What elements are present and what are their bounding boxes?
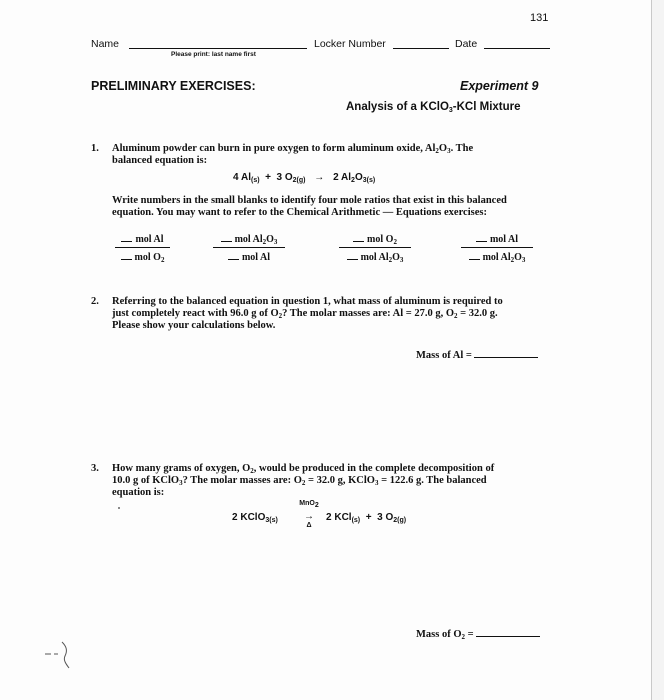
q3-answer-label: Mass of $O_2$ = <box>416 629 474 641</box>
pencil-mark <box>44 636 84 670</box>
q2-text-line2: just completely react with 96.0 g of $O_2$? The molar masses are: Al = 27.0 g, $O_2 = 32.0$ g. <box>112 308 498 320</box>
q3-text-line2: 10.0 g of KClO$_3$? The molar masses are: $O_2 = 32.0$ g, KClO$_3$ = 122.6 g. The balanced <box>112 475 487 487</box>
mole-ratio-3: mol $O_2$ mol $Al_2O_3$ <box>339 232 411 263</box>
q1-text-line1: Aluminum powder can burn in pure oxygen to form aluminum oxide, $Al_2O_3$. The <box>112 143 474 155</box>
date-field[interactable] <box>484 39 550 49</box>
reaction-arrow: → <box>314 172 325 183</box>
ratio1-bottom-blank[interactable] <box>121 250 132 260</box>
mole-ratio-4: mol Al mol $Al_2O_3$ <box>461 232 533 263</box>
reaction-arrow-3: → <box>304 511 314 522</box>
q1-instruction-line2: equation. You may want to refer to the Chemical Arithmetic — Equations exercises: <box>112 207 487 218</box>
date-label: Date <box>455 38 478 50</box>
name-field[interactable] <box>129 39 307 49</box>
ratio3-bottom-blank[interactable] <box>347 250 358 260</box>
mole-ratio-1: mol Al mol $O_2$ <box>115 232 170 263</box>
page-edge <box>651 0 664 700</box>
ratio3-top-blank[interactable] <box>353 232 364 242</box>
q2-number: 2. <box>91 296 99 307</box>
locker-number-field[interactable] <box>393 39 449 49</box>
ratio1-top-blank[interactable] <box>121 232 132 242</box>
heat-symbol: Δ <box>306 522 312 529</box>
q3-equation-reactant: 2 KClO$_{3(s)}$ <box>232 512 278 524</box>
q3-equation-products: 2 KCl$_{(s)}$ + 3 $O_{2(g)}$ <box>326 512 407 524</box>
q3-text-line3: equation is: <box>112 487 165 498</box>
locker-label: Locker Number <box>314 38 386 50</box>
q2-answer <box>416 347 538 362</box>
name-label: Name <box>91 38 120 50</box>
ratio4-bottom-blank[interactable] <box>469 250 480 260</box>
stray-dot <box>118 507 120 509</box>
experiment-title: Analysis of a KClO$_3$-KCl Mixture <box>346 101 521 114</box>
ratio2-bottom-blank[interactable] <box>228 250 239 260</box>
experiment-label: Experiment 9 <box>460 79 539 93</box>
q2-answer-label: Mass of Al = <box>416 350 472 361</box>
q3-catalyst: MnO$_2$ <box>299 500 319 509</box>
q2-text-line1: Referring to the balanced equation in question 1, what mass of aluminum is required to <box>112 296 503 307</box>
q3-text-line1: How many grams of oxygen, $O_2$, would be produced in the complete decomposition of <box>112 463 495 475</box>
ratio2-top-blank[interactable] <box>221 232 232 242</box>
mole-ratio-2: mol $Al_2O_3$ mol Al <box>213 232 285 263</box>
ratio4-top-blank[interactable] <box>476 232 487 242</box>
q1-instruction-line1: Write numbers in the small blanks to identify four mole ratios that exist in this balanced <box>112 195 507 206</box>
section-title: PRELIMINARY EXERCISES: <box>91 79 256 93</box>
q1-text-line2: balanced equation is: <box>112 155 208 166</box>
q1-equation: 4 $Al_{(s)} + 3$ $O_{2(g)} \to 2$ $Al_2O_{3(s)}$ <box>233 172 376 184</box>
page-number: 131 <box>530 12 549 24</box>
q3-answer <box>416 626 540 641</box>
q1-number: 1. <box>91 143 99 154</box>
mass-of-o2-field[interactable] <box>476 626 540 637</box>
q2-text-line3: Please show your calculations below. <box>112 320 276 331</box>
q3-number: 3. <box>91 463 99 474</box>
name-hint: Please print: last name first <box>171 51 256 58</box>
mass-of-al-field[interactable] <box>474 347 538 358</box>
